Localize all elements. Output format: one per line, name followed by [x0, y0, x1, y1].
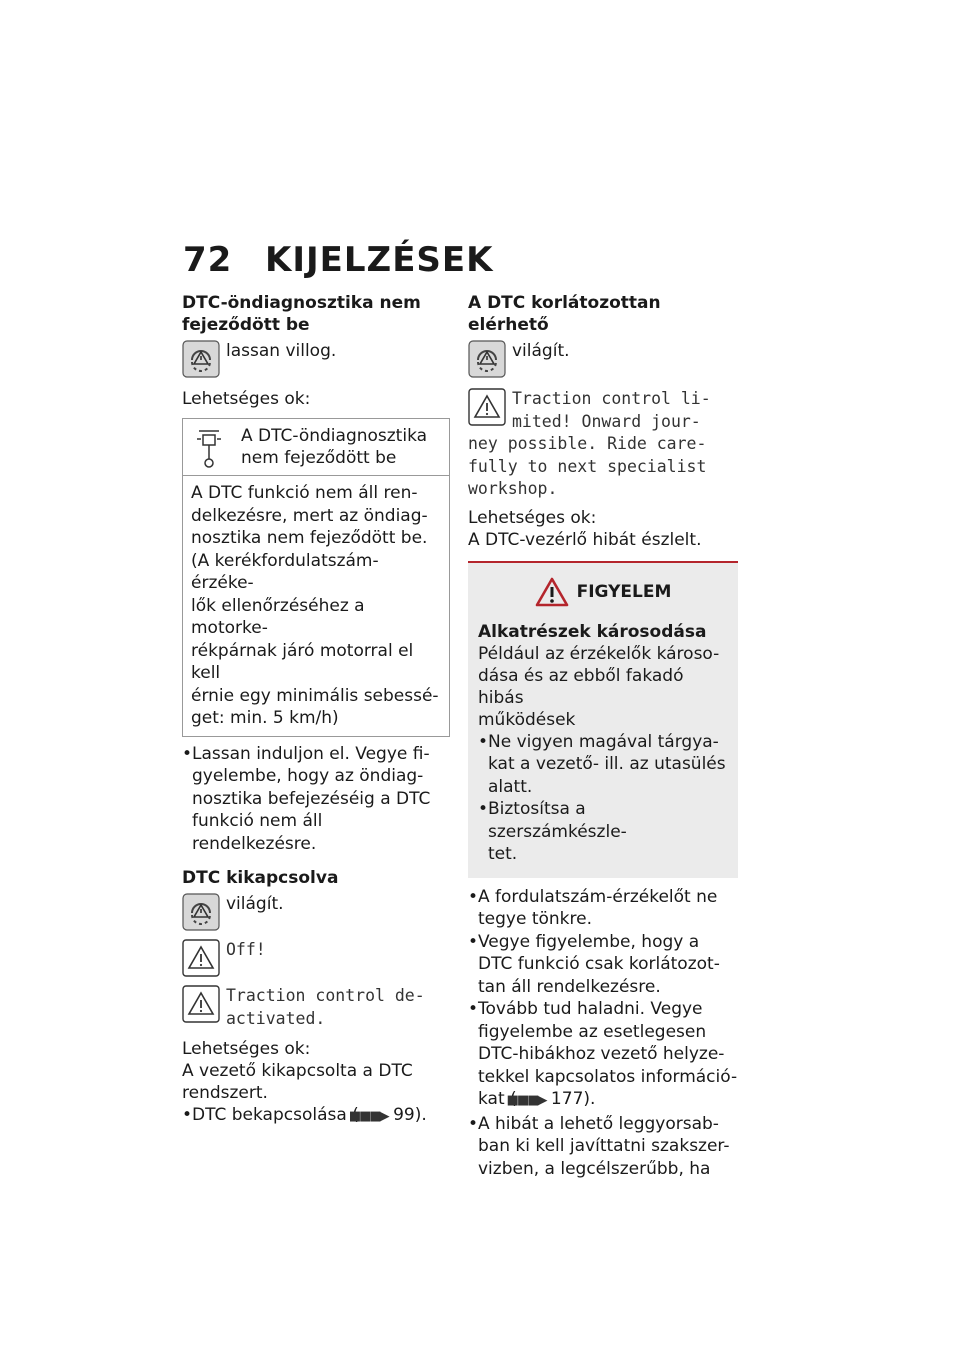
lamp-state-text: világít. — [512, 341, 570, 361]
section-title-dtc-off: DTC kikapcsolva — [182, 868, 339, 888]
warning-triangle-icon — [182, 939, 220, 977]
warning-triangle-icon — [468, 388, 506, 426]
warning-text: Például az érzékelők károso- dása és az ebből fakadó hibás működések — [478, 643, 720, 730]
bullet-list — [182, 1104, 450, 1129]
cause-text: A DTC-vezérlő hibát észlelt. — [468, 529, 702, 550]
dtc-warning-lamp-icon — [468, 340, 506, 378]
list-item: •Biztosítsa a szerszámkészle- tet. — [478, 799, 627, 864]
page-title: KIJELZÉSEK — [265, 240, 494, 280]
lamp-row — [468, 340, 738, 378]
sensor-icon — [191, 425, 227, 469]
page-header — [183, 240, 493, 280]
cause-table-body: A DTC funkció nem áll ren- delkezésre, mert az öndiag- nosztika nem fejeződött be. (A kerékfordulatszám-érzéke- lők ellenőrzéséhez a motorke- rékpárnak járó motorral el kell érnie egy minimális sebessé- get: min. 5 km/h) — [191, 483, 439, 728]
page-ref-link[interactable]: 177). — [545, 1089, 596, 1109]
page-ref-link[interactable]: 99). — [387, 1105, 427, 1125]
warning-title — [478, 577, 728, 607]
page-number: 72 — [183, 240, 233, 280]
warning-label: FIGYELEM — [576, 581, 672, 602]
page-ref-arrow-icon: ■■■▶ — [348, 1109, 388, 1124]
cause-text: A vezető kikapcsolta a DTC rendszert. — [182, 1061, 413, 1103]
lamp-state-text: lassan villog. — [226, 341, 337, 361]
list-item: •Tovább tud haladni. Vegye figyelembe az esetlegesen DTC-hibákhoz vezető helyze- tekkel kapcsolatos információ- kat (■■■▶ 177). — [468, 998, 738, 1113]
list-item: •Vegye figyelembe, hogy a DTC funkció csak korlátozot- tan áll rendelkezésre. — [468, 931, 720, 997]
warning-triangle-icon — [182, 985, 220, 1023]
bullet-list — [182, 743, 450, 856]
bullet-list — [468, 886, 738, 1181]
section-title-dtc-selfdiag: DTC-öndiagnosztika nem fejeződött be — [182, 293, 421, 335]
list-item: •Lassan induljon el. Vegye fi- gyelembe, hogy az öndiag- nosztika befejezéséig a DTC funkció nem áll rendelkezésre. — [182, 743, 431, 854]
list-item: •A hibát a lehető leggyorsab- ban ki kell javíttatni szakszer- vizben, a legcélszerűbb, ha — [468, 1113, 730, 1179]
right-column — [468, 292, 738, 1180]
list-item: •Ne vigyen magával tárgya- kat a vezető- ill. az utasülés alatt. — [478, 731, 726, 797]
dtc-warning-lamp-icon — [182, 893, 220, 931]
cause-table — [182, 418, 450, 737]
causes-label: Lehetséges ok: — [182, 1039, 311, 1059]
warning-triangle-icon — [535, 577, 569, 607]
list-item: •DTC bekapcsolása (■■■▶ 99). — [182, 1104, 450, 1129]
dtc-warning-lamp-icon — [182, 340, 220, 378]
causes-label: Lehetséges ok: — [182, 389, 311, 409]
causes-label: Lehetséges ok: — [468, 507, 597, 528]
lamp-state-text: világít. — [226, 894, 284, 914]
warning-box — [468, 561, 738, 878]
section-title-dtc-limited: A DTC korlátozottan elérhető — [468, 293, 661, 335]
list-item: •A fordulatszám-érzékelőt ne tegye tönkre. — [468, 886, 718, 929]
lamp-row — [182, 893, 450, 931]
display-text: Off! — [226, 940, 266, 959]
left-column — [182, 292, 450, 1129]
display-message — [182, 985, 450, 1030]
display-message: Traction control li- mited! Onward jour- ney possible. Ride care- fully to next specialist workshop. — [468, 389, 711, 498]
warning-heading: Alkatrészek károsodása — [478, 621, 707, 642]
lamp-row — [182, 340, 450, 378]
warning-bullet-list — [478, 731, 728, 866]
display-text: Traction control de- activated. — [226, 986, 425, 1028]
cause-table-title: A DTC-öndiagnosztika nem fejeződött be — [241, 426, 428, 468]
display-message — [182, 939, 450, 977]
cause-table-header — [183, 419, 449, 476]
page-ref-arrow-icon: ■■■▶ — [506, 1093, 546, 1108]
